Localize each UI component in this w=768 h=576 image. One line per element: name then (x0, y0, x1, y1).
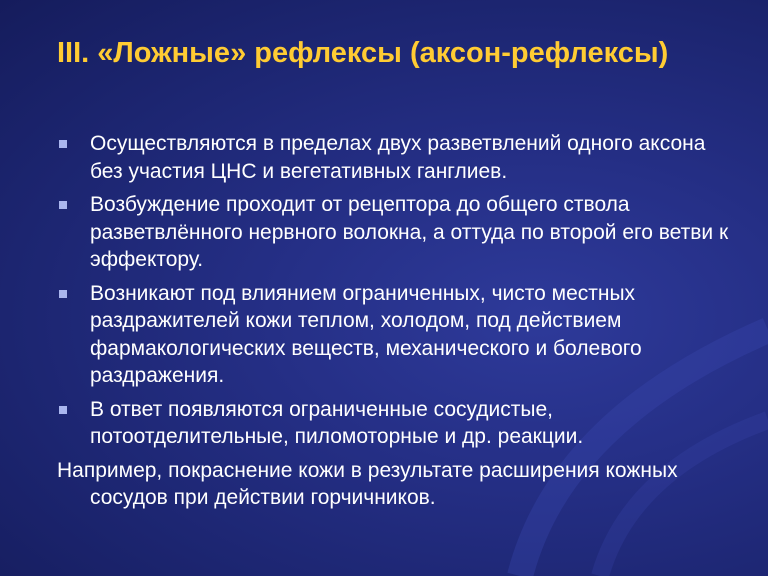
bullet-text: Возбуждение проходит от рецептора до общего ствола разветвлённого нервного волокна, а оттуда по второй его ветви к эффектору. (90, 193, 729, 271)
list-item (57, 130, 737, 185)
square-bullet-icon (59, 201, 67, 209)
bullet-text: Возникают под влиянием ограниченных, чисто местных раздражителей кожи теплом, холодом, под действием фармакологических веществ, механического и болевого раздражения. (90, 281, 642, 387)
list-item (57, 191, 737, 274)
slide-title: III. «Ложные» рефлексы (аксон-рефлексы) (57, 37, 669, 69)
slide-content (57, 130, 737, 512)
bullet-list (57, 130, 737, 451)
list-item (57, 396, 737, 451)
square-bullet-icon (59, 140, 67, 148)
square-bullet-icon (59, 290, 67, 298)
bullet-text: В ответ появляются ограниченные сосудистые, потоотделительные, пиломоторные и др. реакции. (90, 397, 584, 448)
example-note: Например, покраснение кожи в результате расширения кожных сосудов при действии горчичников. (57, 458, 678, 509)
square-bullet-icon (59, 406, 67, 414)
list-item (57, 280, 737, 390)
bullet-text: Осуществляются в пределах двух разветвлений одного аксона без участия ЦНС и вегетативных ганглиев. (90, 132, 706, 183)
